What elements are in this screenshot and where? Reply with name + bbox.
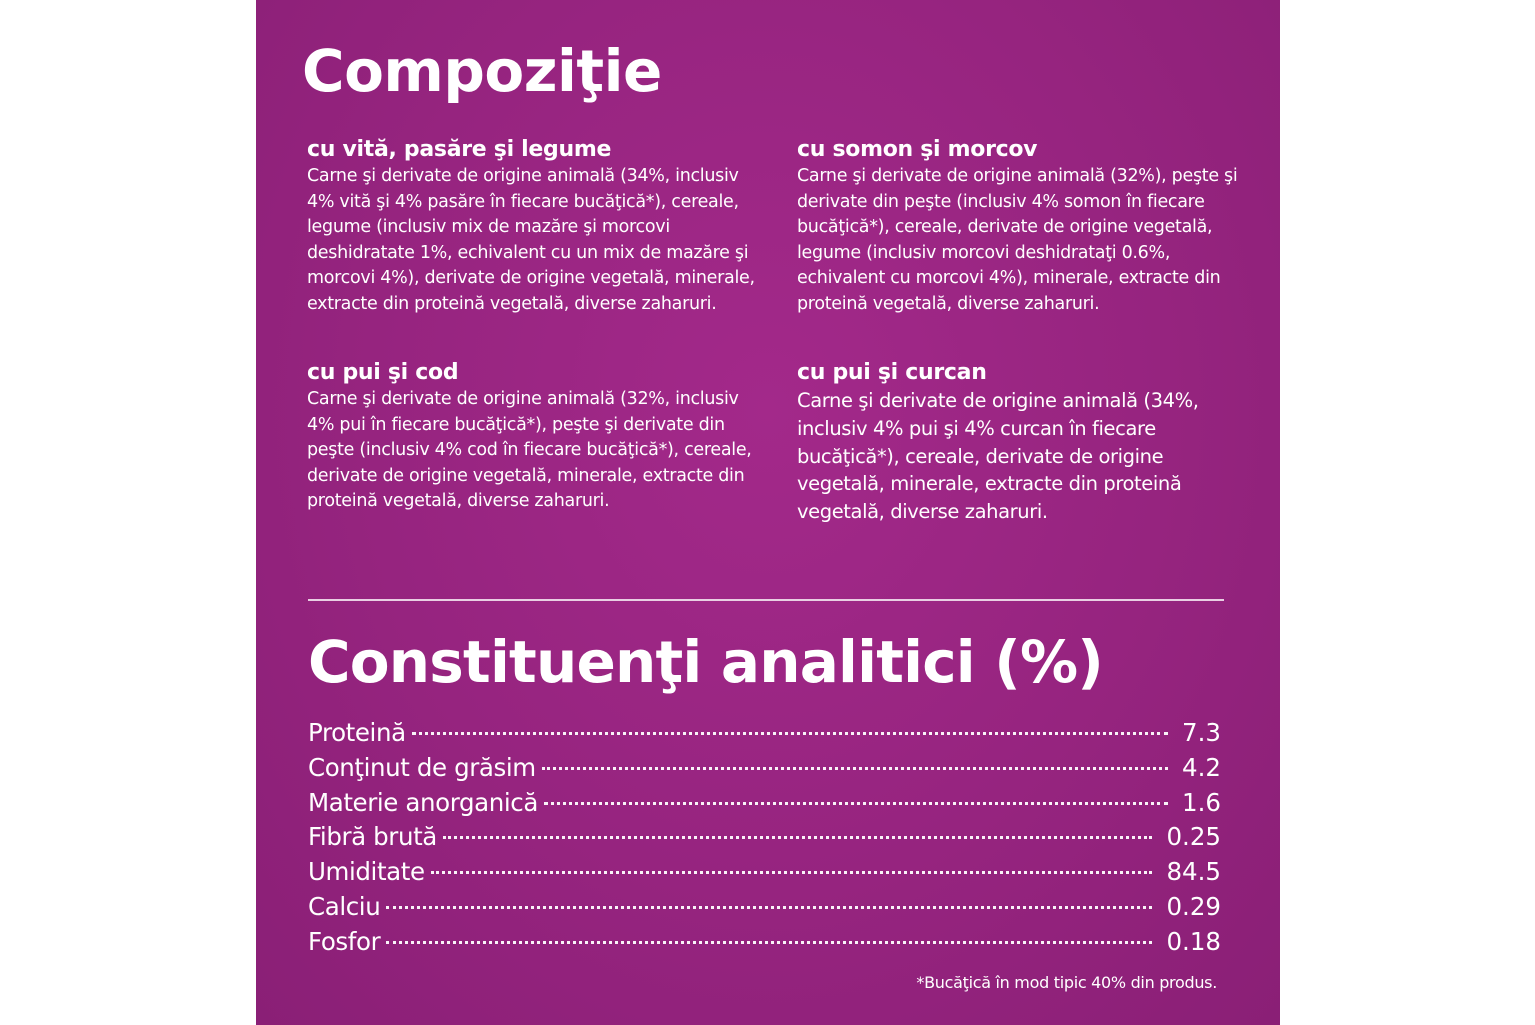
- analytical-row-fat: [308, 751, 1221, 786]
- dot-leader: [542, 767, 1168, 770]
- recipe-name: cu pui şi curcan: [797, 360, 987, 385]
- recipe-ingredients: Carne şi derivate de origine animală (32%, inclusiv 4% pui în fiecare bucăţică*), peşte şi derivate din peşte (inclusiv 4% cod în fiecare bucăţică*), cereale, derivate de origine vegetală, minerale, extracte din proteină vegetală, diverse zaharuri.: [307, 389, 752, 512]
- dot-leader: [412, 732, 1168, 735]
- analytical-title: Constituenţi analitici (%): [308, 628, 1103, 696]
- constituent-name: Proteină: [308, 718, 406, 747]
- constituent-value: 0.18: [1166, 926, 1221, 956]
- recipe-name: cu pui şi cod: [307, 360, 459, 385]
- analytical-row-fibre: [308, 820, 1221, 855]
- constituent-value: 0.29: [1166, 891, 1221, 921]
- analytical-row-calcium: [308, 890, 1221, 925]
- footnote: *Bucăţică în mod tipic 40% din produs.: [916, 973, 1217, 992]
- constituent-name: Fosfor: [308, 926, 381, 956]
- dot-leader: [386, 906, 1152, 909]
- constituent-name: Materie anorganică: [308, 787, 538, 817]
- recipe-salmon-carrot: [797, 136, 1247, 318]
- section-divider: [308, 599, 1224, 601]
- dot-leader: [443, 836, 1153, 839]
- recipe-name: cu somon şi morcov: [797, 137, 1038, 162]
- recipe-ingredients: Carne şi derivate de origine animală (34%, inclusiv 4% pui şi 4% curcan în fiecare bucăţică*), cereale, derivate de origine vegetală, minerale, extracte din proteină vegetală, diverse zaharuri.: [797, 389, 1199, 524]
- composition-title: Compoziţie: [302, 37, 662, 105]
- dot-leader: [544, 802, 1168, 805]
- constituent-value: 84.5: [1166, 857, 1221, 887]
- recipe-chicken-cod: [307, 359, 757, 515]
- recipe-ingredients: Carne şi derivate de origine animală (34%, inclusiv 4% vită şi 4% pasăre în fiecare bucăţică*), cereale, legume (inclusiv mix de mazăre şi morcovi deshidratate 1%, echivalent cu un mix de mazăre şi morcovi 4%), derivate de origine vegetală, minerale, extracte din proteină vegetală, diverse zaharuri.: [307, 166, 755, 314]
- analytical-row-phosphorus: [308, 925, 1221, 960]
- dot-leader: [386, 941, 1152, 944]
- recipe-ingredients: Carne şi derivate de origine animală (32%), peşte şi derivate din peşte (inclusiv 4% somon în fiecare bucăţică*), cereale, derivate de origine vegetală, legume (inclusiv morcovi deshidrataţi 0.6%, echivalent cu morcovi 4%), minerale, extracte din proteină vegetală, diverse zaharuri.: [797, 166, 1238, 314]
- recipe-beef-poultry-vegetables: [307, 136, 757, 318]
- analytical-table: [308, 716, 1221, 960]
- constituent-value: 0.25: [1166, 822, 1221, 852]
- constituent-value: 7.3: [1182, 718, 1221, 747]
- constituent-name: Calciu: [308, 891, 381, 921]
- constituent-value: 4.2: [1182, 752, 1221, 782]
- analytical-row-moisture: [308, 855, 1221, 890]
- analytical-row-protein: [308, 716, 1221, 751]
- constituent-value: 1.6: [1182, 787, 1221, 817]
- analytical-row-ash: [308, 786, 1221, 821]
- constituent-name: Conţinut de grăsim: [308, 752, 536, 782]
- constituent-name: Umiditate: [308, 857, 425, 887]
- product-info-panel: [256, 0, 1280, 1025]
- recipe-chicken-turkey: [797, 359, 1247, 526]
- recipe-name: cu vită, pasăre şi legume: [307, 137, 612, 162]
- constituent-name: Fibră brută: [308, 822, 437, 852]
- dot-leader: [431, 871, 1153, 874]
